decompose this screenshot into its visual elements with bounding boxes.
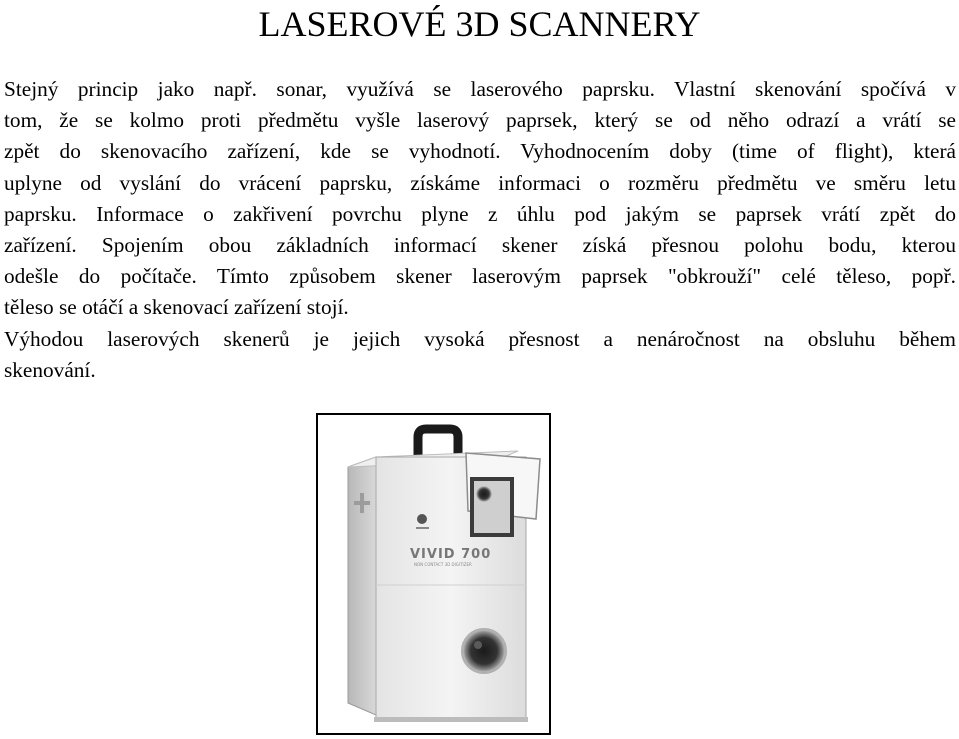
laser-scanner-icon [318,415,549,733]
paragraph-line: zařízení. Spojením obou základních informací skener získá přesnou polohu bodu, kterou [4,233,956,258]
device-label: VIVID 700 [410,547,492,562]
body-text [4,74,956,386]
paragraph-line: těleso se otáčí a skenovací zařízení stojí. [4,295,349,320]
device-sublabel: NON CONTACT 3D DIGITIZER [414,562,472,567]
paragraph-line: Stejný princip jako např. sonar, využívá se laserového paprsku. Vlastní skenování spočívá v [4,77,956,101]
paragraph-line: odešle do počítače. Tímto způsobem skener laserovým paprsek "obkrouží" celé těleso, popř. [4,264,956,289]
scanner-photo [316,413,551,735]
paragraph-line: skenování. [4,357,96,382]
paragraph-line: Výhodou laserových skenerů je jejich vysoká přesnost a nenáročnost na obsluhu během [4,326,956,351]
paragraph-line: paprsku. Informace o zakřivení povrchu plyne z úhlu pod jakým se paprsek vrátí zpět do [4,201,956,226]
paragraph-line: tom, že se kolmo proti předmětu vyšle laserový paprsek, který se od něho odrazí a vrátí se [4,108,956,133]
page-title: LASEROVÉ 3D SCANNERY [258,4,701,44]
paragraph-line: uplyne od vyslání do vrácení paprsku, získáme informaci o rozměru předmětu ve směru letu [4,170,956,195]
paragraph-line: zpět do skenovacího zařízení, kde se vyhodnotí. Vyhodnocením doby (time of flight), která [4,139,956,164]
